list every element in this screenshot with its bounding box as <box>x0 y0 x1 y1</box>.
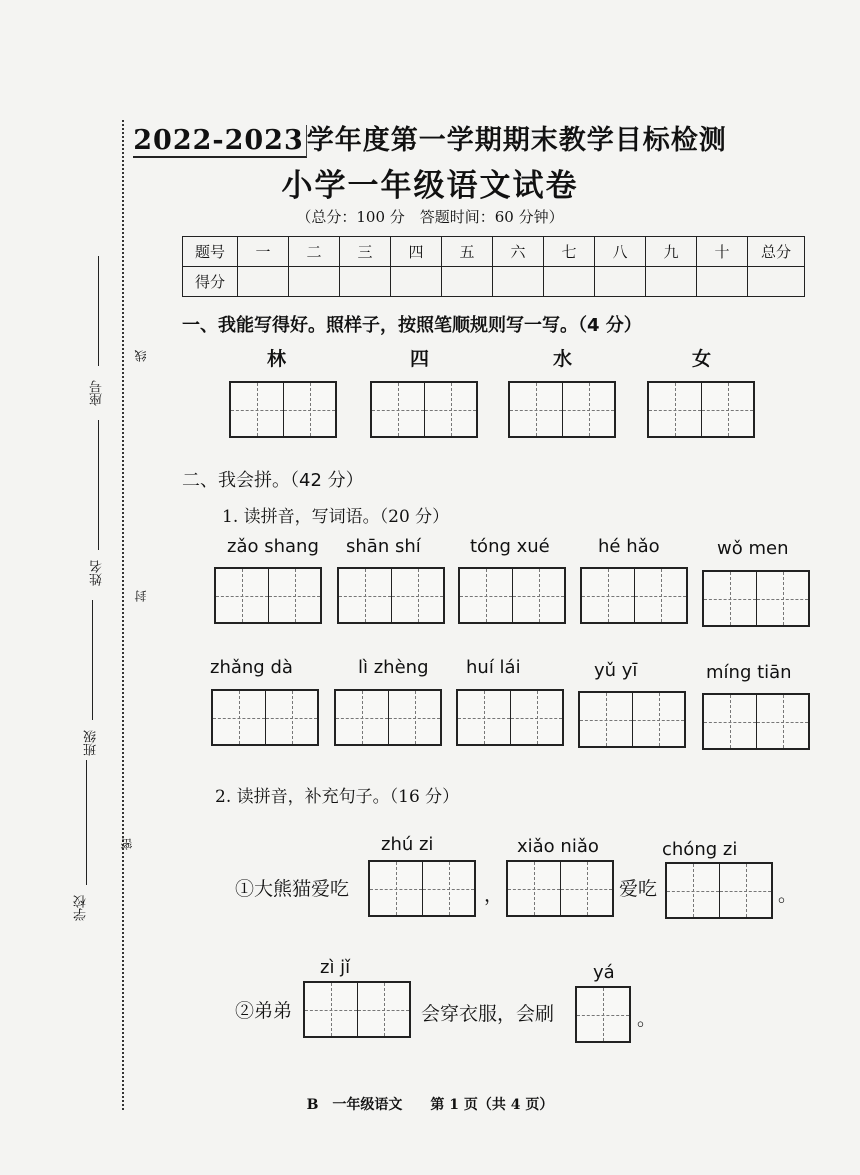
table-cell: 十 <box>697 237 748 267</box>
table-cell: 九 <box>646 237 697 267</box>
pinyin-label: tóng xué <box>470 536 550 557</box>
pinyin-label: yǔ yī <box>594 660 638 681</box>
name-label: 姓名 <box>90 560 105 586</box>
seat-label: 座号 <box>90 380 105 406</box>
q1-title: 1. 读拼音，写词语。（20 分） <box>222 507 450 527</box>
pinyin-label: yá <box>593 962 615 983</box>
score-blank[interactable] <box>748 267 805 297</box>
writing-grid[interactable] <box>368 860 476 917</box>
binding-seal-mark: 封 <box>134 590 148 602</box>
table-cell: 四 <box>391 237 442 267</box>
pinyin-label: zhǎng dà <box>210 657 293 678</box>
writing-grid[interactable] <box>702 570 810 627</box>
score-blank[interactable] <box>544 267 595 297</box>
writing-grid[interactable] <box>647 381 755 438</box>
model-char: 林 <box>267 348 287 370</box>
model-char: 四 <box>410 348 430 370</box>
score-blank[interactable] <box>697 267 748 297</box>
school-year: 2022-2023 <box>133 125 307 158</box>
score-blank[interactable] <box>442 267 493 297</box>
writing-grid[interactable] <box>458 567 566 624</box>
pinyin-label: míng tiān <box>706 662 792 683</box>
pinyin-label: huí lái <box>466 657 521 678</box>
pinyin-label: chóng zi <box>662 839 738 860</box>
pinyin-label: zhú zi <box>381 834 434 855</box>
sentence-text: 会穿衣服，会刷 <box>421 1003 555 1025</box>
model-char: 水 <box>553 348 573 370</box>
exam-title <box>0 118 860 157</box>
section1-title: 一、我能写得好。照样子，按照笔顺规则写一写。（4 分） <box>182 315 642 336</box>
table-cell: 三 <box>340 237 391 267</box>
table-cell: 五 <box>442 237 493 267</box>
writing-grid[interactable] <box>211 689 319 746</box>
writing-grid[interactable] <box>665 862 773 919</box>
table-cell: 六 <box>493 237 544 267</box>
writing-grid[interactable] <box>214 567 322 624</box>
writing-grid[interactable] <box>303 981 411 1038</box>
model-char: 女 <box>692 348 712 370</box>
score-blank[interactable] <box>340 267 391 297</box>
score-blank[interactable] <box>391 267 442 297</box>
table-cell: 二 <box>289 237 340 267</box>
sentence-text: 。 <box>637 1008 657 1030</box>
class-label: 班级 <box>84 730 99 756</box>
score-blank[interactable] <box>493 267 544 297</box>
writing-grid[interactable] <box>370 381 478 438</box>
score-table-score-row <box>183 267 805 297</box>
writing-grid[interactable] <box>578 691 686 748</box>
paper-title: 小学一年级语文试卷 <box>281 168 579 204</box>
seat-blank <box>98 256 99 366</box>
writing-grid[interactable] <box>334 689 442 746</box>
table-cell: 一 <box>238 237 289 267</box>
writing-grid[interactable] <box>702 693 810 750</box>
score-table-header-row <box>183 237 805 267</box>
writing-grid[interactable] <box>575 986 631 1043</box>
name-blank <box>98 420 99 550</box>
pinyin-label: shān shí <box>346 536 421 557</box>
school-blank <box>86 760 87 885</box>
writing-grid[interactable] <box>508 381 616 438</box>
pinyin-label: xiǎo niǎo <box>517 836 599 857</box>
score-blank[interactable] <box>289 267 340 297</box>
writing-grid[interactable] <box>337 567 445 624</box>
sentence-text: ， <box>484 884 504 906</box>
writing-grid[interactable] <box>506 860 614 917</box>
score-table <box>182 236 805 297</box>
pinyin-label: hé hǎo <box>598 536 660 557</box>
binding-line-mark: 线 <box>134 350 148 362</box>
class-blank <box>92 600 93 720</box>
q2-title: 2. 读拼音，补充句子。（16 分） <box>215 787 460 807</box>
writing-grid[interactable] <box>229 381 337 438</box>
pinyin-label: zì jǐ <box>320 957 351 978</box>
table-cell: 七 <box>544 237 595 267</box>
score-blank[interactable] <box>646 267 697 297</box>
exam-info: （总分：100 分 答题时间：60 分钟） <box>296 208 564 226</box>
pinyin-label: wǒ men <box>717 538 789 559</box>
binding-secret-mark: 密 <box>120 838 134 850</box>
sentence-text: 。 <box>778 884 798 906</box>
writing-grid[interactable] <box>580 567 688 624</box>
school-label: 学校 <box>74 895 89 921</box>
score-blank[interactable] <box>595 267 646 297</box>
sentence-text: 爱吃 <box>619 878 658 900</box>
score-blank[interactable] <box>238 267 289 297</box>
writing-grid[interactable] <box>456 689 564 746</box>
table-cell: 题号 <box>183 237 238 267</box>
pinyin-label: zǎo shang <box>227 536 319 557</box>
sentence-text: ①大熊猫爱吃 <box>235 878 350 900</box>
section2-title: 二、我会拼。（42 分） <box>182 470 364 491</box>
exam-title-rest: 学年度第一学期期末教学目标检测 <box>306 125 727 156</box>
sentence-text: ②弟弟 <box>235 1000 293 1022</box>
pinyin-label: lì zhèng <box>358 657 429 678</box>
binding-dotted-line <box>122 120 124 1110</box>
page-footer: B 一年级语文 第 1 页（共 4 页） <box>306 1097 554 1113</box>
table-cell: 得分 <box>183 267 238 297</box>
table-cell: 八 <box>595 237 646 267</box>
table-cell: 总分 <box>748 237 805 267</box>
